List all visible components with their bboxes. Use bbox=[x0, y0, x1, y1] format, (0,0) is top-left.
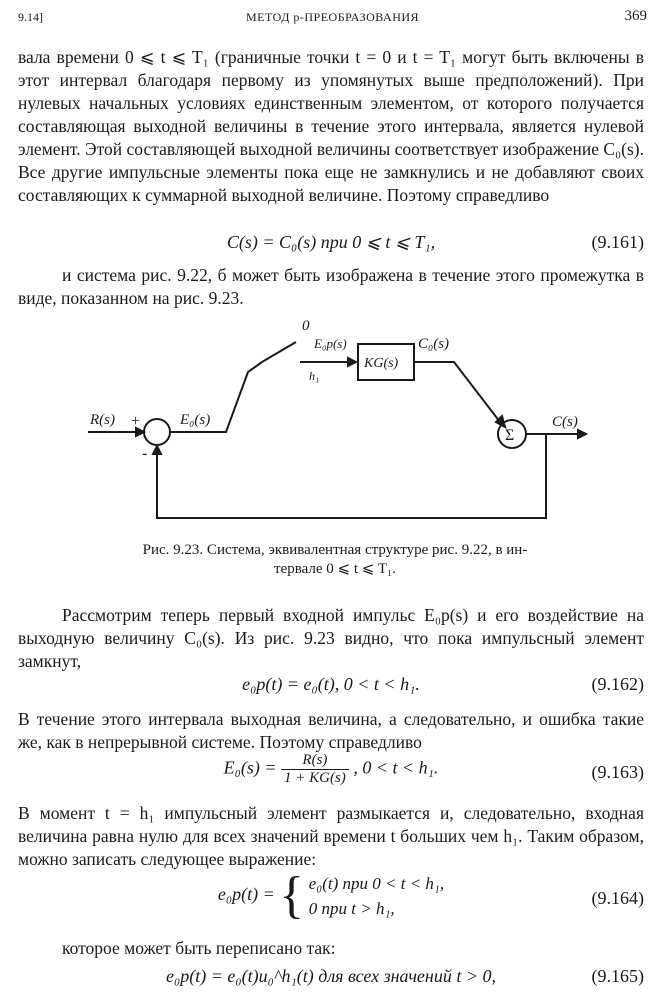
block-label: KG(s) bbox=[364, 356, 399, 371]
paragraph-4: В течение этого интервала выходная величина, а следовательно, и ошибка такие же, как в непрерывной системе. Поэтому справедливо bbox=[18, 709, 644, 752]
section-number: 9.14] bbox=[18, 10, 43, 24]
equation-body bbox=[18, 867, 644, 924]
equation-lhs: e₀p(t) = bbox=[217, 884, 275, 905]
equation-9-165 bbox=[18, 966, 644, 996]
sum-symbol: Σ bbox=[505, 427, 515, 444]
feedback-line bbox=[157, 434, 546, 518]
paragraph-6: которое может быть переписано так: bbox=[62, 938, 336, 958]
equation-9-164 bbox=[18, 867, 644, 930]
equation-number: (9.162) bbox=[591, 674, 644, 694]
equation-number: (9.161) bbox=[591, 232, 644, 252]
page-header bbox=[18, 8, 647, 30]
caption-line-2: тервале 0 ⩽ t ⩽ T₁. bbox=[274, 561, 396, 577]
equation-9-161 bbox=[18, 232, 644, 262]
fraction-numerator: R(s) bbox=[281, 752, 349, 770]
summing-junction bbox=[144, 419, 170, 445]
minus-sign: - bbox=[142, 445, 148, 462]
paragraph-2: и система рис. 9.22, б может быть изображена в течение этого промежутка в виде, показанном на рис. 9.23. bbox=[18, 265, 644, 308]
equation-body bbox=[18, 752, 644, 787]
equation-body: C(s) = C₀(s) при 0 ⩽ t ⩽ T₁, bbox=[226, 232, 436, 252]
case-1: e₀(t) при 0 < t < h₁, bbox=[308, 874, 445, 893]
input-label: R(s) bbox=[90, 412, 115, 428]
block-output-label: C₀(s) bbox=[418, 336, 450, 352]
feedback-arrow bbox=[153, 446, 161, 454]
page-number: 369 bbox=[624, 8, 647, 24]
equation-body: e₀p(t) = e₀(t)u₀^h₁(t) для всех значений t > 0, bbox=[166, 966, 496, 986]
running-title: МЕТОД p-ПРЕОБРАЗОВАНИЯ bbox=[245, 10, 420, 24]
error-label: E₀(s) bbox=[180, 412, 211, 428]
equation-number: (9.163) bbox=[591, 762, 644, 782]
equation-9-162 bbox=[18, 674, 644, 704]
equation-fraction bbox=[281, 752, 349, 787]
equation-number: (9.165) bbox=[591, 966, 644, 986]
equation-9-163 bbox=[18, 752, 644, 796]
equation-body: e₀p(t) = e₀(t), 0 < t < h₁. bbox=[242, 674, 420, 694]
plus-sign: + bbox=[131, 413, 141, 430]
left-brace: { bbox=[279, 867, 305, 924]
equation-rhs: , 0 < t < h₁. bbox=[353, 757, 439, 778]
caption-line-1: Рис. 9.23. Система, эквивалентная структуре рис. 9.22, в ин- bbox=[142, 542, 528, 558]
pulse-label: E₀p(s) bbox=[314, 336, 347, 351]
paragraph-5: В момент t = h₁ импульсный элемент размыкается и, следовательно, входная величина равна нулю для всех значений времени t больших чем h₁. Таким образом, можно записать следующее выражение: bbox=[18, 803, 644, 869]
figure-caption bbox=[100, 541, 570, 579]
switch-blade bbox=[262, 342, 296, 362]
equation-lhs: E₀(s) = bbox=[223, 757, 277, 778]
equation-cases bbox=[309, 871, 444, 921]
switch-label: 0 bbox=[302, 318, 310, 334]
fraction-denominator: 1 + KG(s) bbox=[284, 770, 346, 786]
case-2: 0 при t > h₁, bbox=[308, 899, 395, 918]
block-diagram-figure bbox=[0, 310, 665, 540]
output-label: C(s) bbox=[552, 414, 578, 430]
equation-number: (9.164) bbox=[591, 888, 644, 908]
paragraph-1: вала времени 0 ⩽ t ⩽ T₁ (граничные точки t = 0 и t = T₁ могут быть включены в этот интервал благодаря первому из упомянутых выше предположений). При нулевых начальных условиях единственным элементом, от которого получается составляющая выходной величины в течение этого интервала, является нулевой элемент. Этой составляющей выходной величины соответствует изображение C₀(s). Все другие импульсные элементы пока еще не замкнулись и не добавляют своих составляющих к суммарной выходной величине. Поэтому справедливо bbox=[18, 47, 644, 205]
block-output-line bbox=[414, 362, 500, 422]
paragraph-3: Рассмотрим теперь первый входной импульс E₀p(s) и его воздействие на выходную величину C₀(s). Из рис. 9.23 видно, что пока импульсный элемент замкнут, bbox=[18, 605, 644, 671]
pulse-time-label: h₁ bbox=[309, 369, 320, 383]
